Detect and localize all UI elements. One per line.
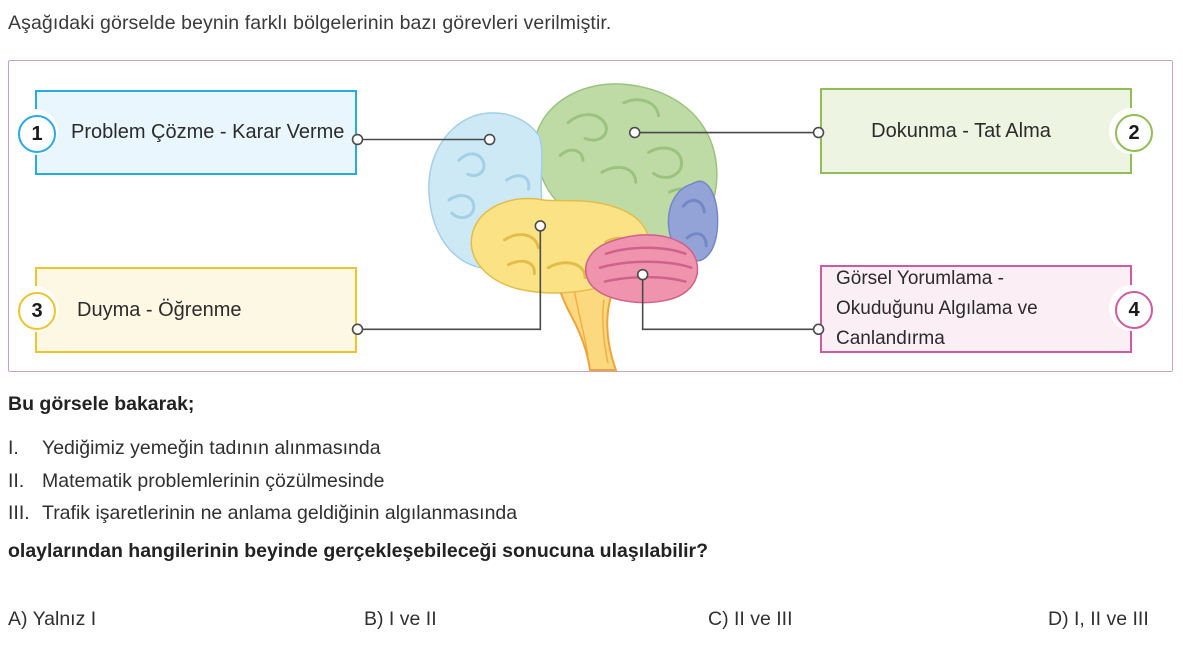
label-box-2-text: Dokunma - Tat Alma: [871, 119, 1051, 142]
option-b-text: I ve II: [388, 608, 437, 630]
option-b[interactable]: [364, 608, 437, 631]
option-b-letter: B): [364, 608, 384, 630]
badge-1-number: 1: [31, 122, 43, 145]
label-box-1-text: Problem Çözme - Karar Verme: [71, 121, 345, 143]
option-c-text: II ve III: [734, 608, 793, 630]
option-d[interactable]: [1048, 608, 1149, 631]
item-3-numeral: III.: [8, 502, 30, 524]
brain-diagram: [9, 61, 1172, 371]
badge-2-number: 2: [1128, 121, 1140, 144]
option-a-letter: A): [8, 608, 28, 630]
question-stem: olaylarından hangilerinin beyinde gerçekleşebileceği sonucuna ulaşılabilir?: [8, 540, 709, 562]
question-item-3: [8, 502, 517, 525]
label-box-3-text: Duyma - Öğrenme: [77, 298, 242, 321]
item-1-text: Yediğimiz yemeğin tadının alınmasında: [42, 437, 381, 459]
badge-3-number: 3: [31, 299, 43, 322]
option-d-text: I, II ve III: [1074, 608, 1149, 630]
question-item-2: [8, 470, 384, 493]
intro-text: Aşağıdaki görselde beynin farklı bölgelerinin bazı görevleri verilmiştir.: [8, 12, 612, 34]
item-2-text: Matematik problemlerinin çözülmesinde: [42, 470, 385, 492]
badge-2: [1115, 114, 1153, 152]
diagram-frame: [8, 60, 1173, 372]
option-a[interactable]: [8, 608, 96, 631]
item-1-numeral: I.: [8, 437, 19, 459]
badge-3: [18, 292, 56, 330]
question-lead: Bu görsele bakarak;: [8, 393, 195, 415]
badge-4-number: 4: [1128, 298, 1140, 321]
option-d-letter: D): [1048, 608, 1069, 630]
question-item-1: [8, 437, 381, 460]
option-a-text: Yalnız I: [32, 608, 97, 630]
item-2-numeral: II.: [8, 470, 25, 492]
badge-4: [1115, 291, 1153, 329]
label-box-4-text: Görsel Yorumlama - Okuduğunu Algılama ve Canlandırma: [836, 268, 1038, 349]
cerebellum-region: [586, 235, 698, 303]
badge-1: [18, 115, 56, 153]
item-3-text: Trafik işaretlerinin ne anlama geldiğinin algılanmasında: [42, 502, 518, 524]
option-c[interactable]: [708, 608, 793, 631]
option-c-letter: C): [708, 608, 729, 630]
